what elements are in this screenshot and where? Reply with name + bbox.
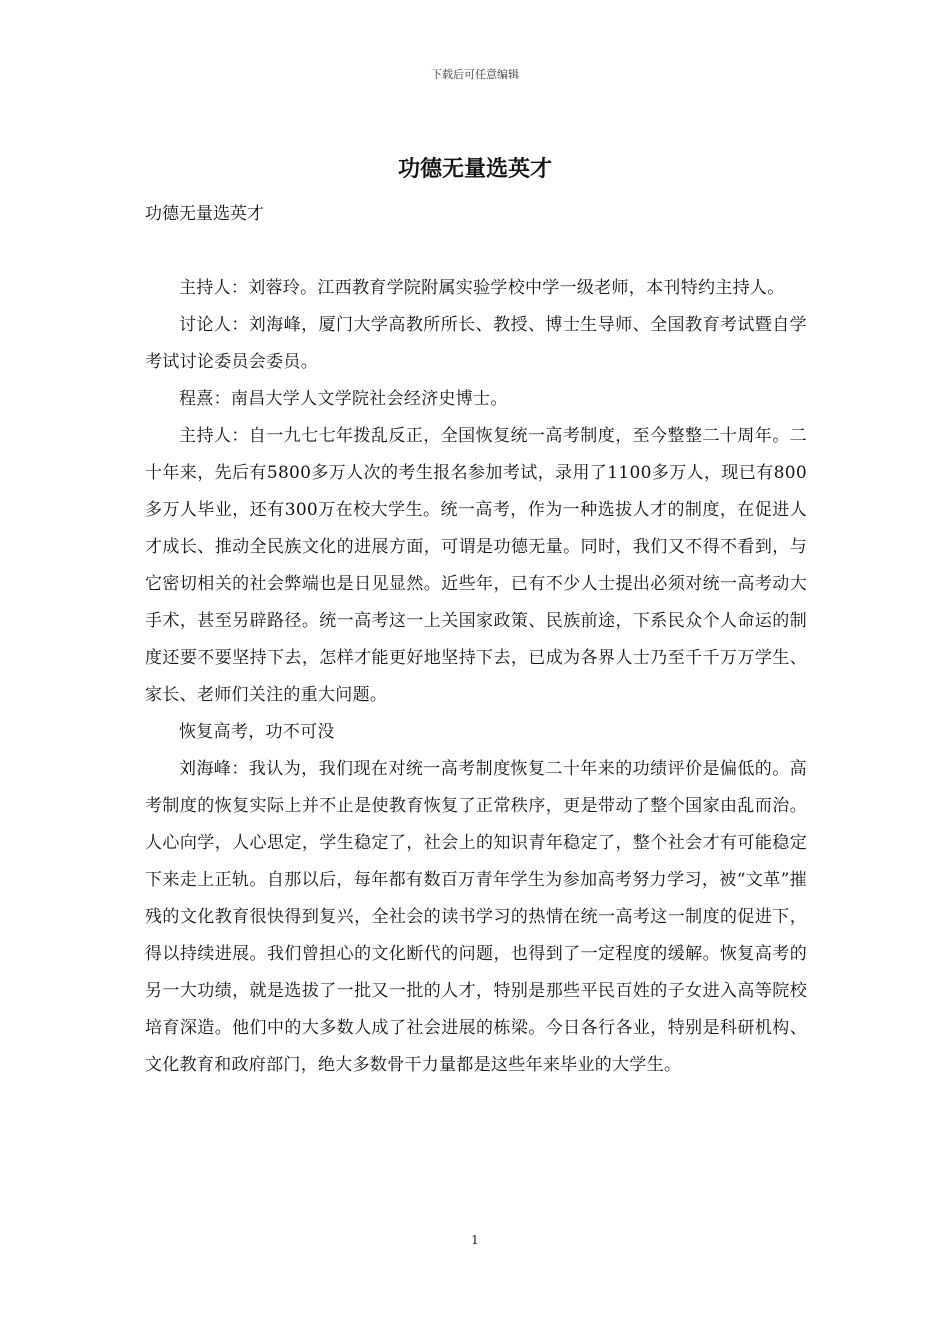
paragraph-host-opening: 主持人：自一九七七年拨乱反正，全国恢复统一高考制度，至今整整二十周年。二十年来，先后有5800多万人次的考生报名参加考试，录用了1100多万人，现已有800多万人毕业，还有300万在校大学生。统一高考，作为一种选拔人才的制度，在促进人才成长、推动全民族文化的进展方面，可谓是功德无量。同时，我们又不得不看到，与它密切相关的社会弊端也是日见显然。近些年，已有不少人士提出必须对统一高考动大手术，甚至另辟路径。统一高考这一上关国家政策、民族前途，下系民众个人命运的制度还要不要坚持下去，怎样才能更好地坚持下去，已成为各界人士乃至千千万万学生、家长、老师们关注的重大问题。: [145, 426, 807, 705]
paragraph-liu-response: 刘海峰：我认为，我们现在对统一高考制度恢复二十年来的功绩评价是偏低的。高考制度的恢复实际上并不止是使教育恢复了正常秩序，更是带动了整个国家由乱而治。人心向学，人心思定，学生稳定了，社会上的知识青年稳定了，整个社会才有可能稳定下来走上正轨。自那以后，每年都有数百万青年学生为参加高考努力学习，被“文革”摧残的文化教育很快得到复兴，全社会的读书学习的热情在统一高考这一制度的促进下，得以持续进展。我们曾担心的文化断代的问题，也得到了一定程度的缓解。恢复高考的另一大功绩，就是选拔了一批又一批的人才，特别是那些平民百姓的子女进入高等院校培育深造。他们中的大多数人成了社会进展的栋梁。今日各行各业，特别是科研机构、文化教育和政府部门，绝大多数骨干力量都是这些年来毕业的大学生。: [145, 759, 807, 1075]
page-number: 1: [471, 1233, 479, 1247]
document-subtitle: 功德无量选英才: [145, 204, 264, 224]
section-heading: 恢复高考，功不可没: [179, 722, 335, 742]
paragraph-discussant-liu: 讨论人：刘海峰，厦门大学高教所所长、教授、博士生导师、全国教育考试暨自学考试讨论委员会委员。: [145, 315, 807, 372]
paragraph-host-intro: 主持人：刘蓉玲。江西教育学院附属实验学校中学一级老师，本刊特约主持人。: [179, 278, 785, 298]
paragraph-discussant-cheng: 程熹：南昌大学人文学院社会经济史博士。: [179, 389, 508, 409]
document-body: [145, 270, 807, 1084]
header-note: 下载后可任意编辑: [431, 68, 519, 81]
document-title: 功德无量选英才: [397, 156, 552, 182]
